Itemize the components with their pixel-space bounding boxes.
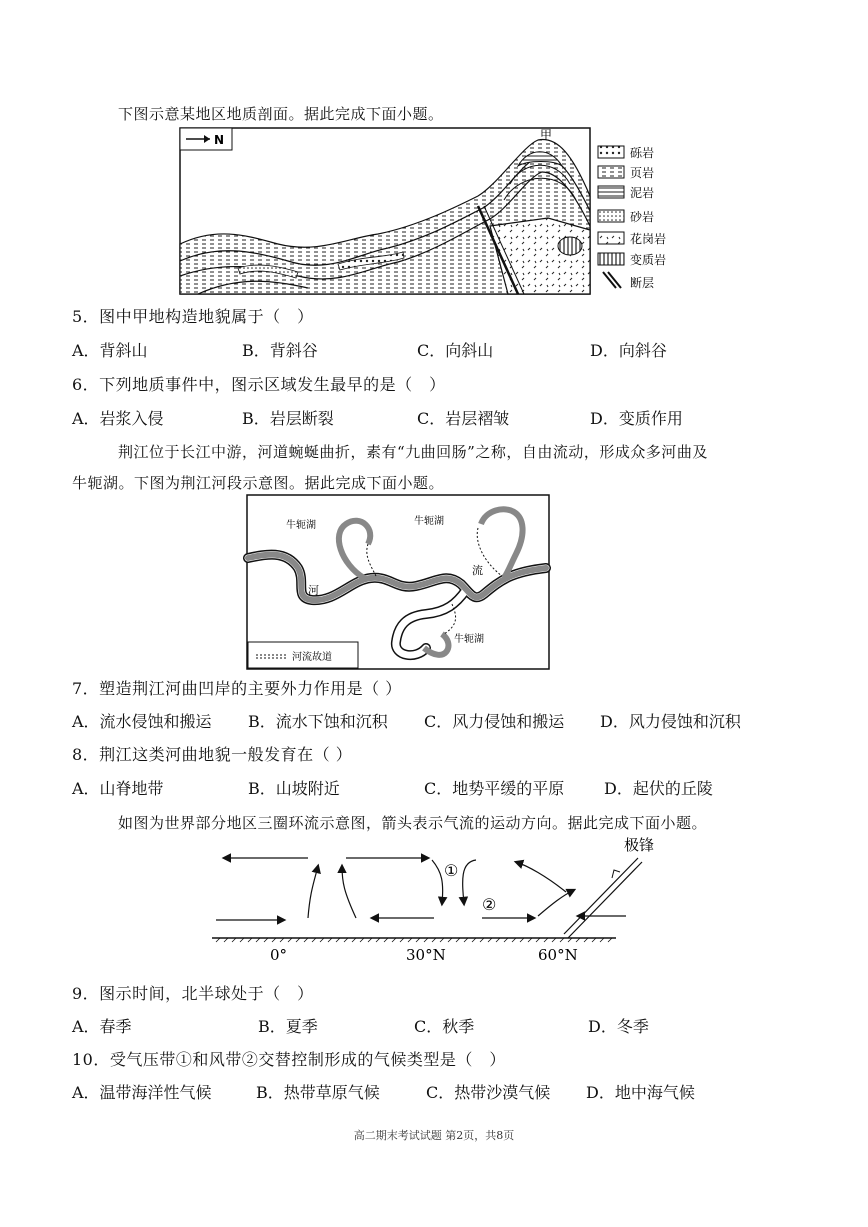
lat-0-label: 0° xyxy=(270,946,288,964)
q7-option-b[interactable]: B．流水下蚀和沉积 xyxy=(248,712,388,731)
section1-intro: 下图示意某地区地质剖面。据此完成下面小题。 xyxy=(118,105,444,123)
question-7-options xyxy=(72,709,792,733)
legend-gravel: 砾岩 xyxy=(630,146,655,160)
q10-option-b[interactable]: B．热带草原气候 xyxy=(256,1083,380,1102)
question-5-stem: 5．图中甲地构造地貌属于（ ） xyxy=(72,307,314,326)
question-8-options xyxy=(72,776,792,800)
oxbow-lake-label-1: 牛轭湖 xyxy=(286,520,316,531)
river-meander-figure xyxy=(246,494,550,670)
river-label-he: 河 xyxy=(308,584,319,597)
section2-intro-line1: 荆江位于长江中游，河道蜿蜒曲折，素有“九曲回肠”之称，自由流动，形成众多河曲及 xyxy=(118,443,708,461)
oxbow-lake-label-2: 牛轭湖 xyxy=(414,516,444,527)
q10-option-a[interactable]: A．温带海洋性气候 xyxy=(72,1083,212,1102)
question-6-stem: 6．下列地质事件中，图示区域发生最早的是（ ） xyxy=(72,375,446,394)
mark-1: ① xyxy=(444,861,459,880)
q5-option-a[interactable]: A．背斜山 xyxy=(72,341,148,360)
q7-option-d[interactable]: D．风力侵蚀和沉积 xyxy=(600,712,741,731)
legend-metamorphic: 变质岩 xyxy=(630,253,667,267)
question-9-stem: 9．图示时间，北半球处于（ ） xyxy=(72,984,314,1003)
oxbow-lake-label-3: 牛轭湖 xyxy=(454,634,484,645)
q8-option-c[interactable]: C．地势平缓的平原 xyxy=(424,779,565,798)
q8-option-b[interactable]: B．山坡附近 xyxy=(248,779,340,798)
question-8-stem: 8．荆江这类河曲地貌一般发育在（ ） xyxy=(72,745,353,764)
q5-option-d[interactable]: D．向斜谷 xyxy=(590,341,667,360)
lat-60-label: 60°N xyxy=(538,946,578,964)
page-footer: 高二期末考试试题 第2页，共8页 xyxy=(353,1129,515,1142)
q9-option-b[interactable]: B．夏季 xyxy=(258,1017,318,1036)
question-9-options xyxy=(72,1014,792,1038)
q8-option-a[interactable]: A．山脊地带 xyxy=(72,779,164,798)
legend-old-channel: 河流故道 xyxy=(292,652,332,663)
q6-option-d[interactable]: D．变质作用 xyxy=(590,409,683,428)
question-10-stem: 10．受气压带①和风带②交替控制形成的气候类型是（ ） xyxy=(72,1050,506,1069)
legend-shale: 页岩 xyxy=(630,166,655,180)
q5-option-c[interactable]: C．向斜山 xyxy=(417,341,494,360)
q6-option-c[interactable]: C．岩层褶皱 xyxy=(417,409,510,428)
question-7-stem: 7．塑造荆江河曲凹岸的主要外力作用是（ ） xyxy=(72,679,402,698)
lat-30-label: 30°N xyxy=(406,946,446,964)
legend-fault: 断层 xyxy=(630,276,655,290)
section3-intro: 如图为世界部分地区三圈环流示意图，箭头表示气流的运动方向。据此完成下面小题。 xyxy=(118,814,708,832)
geologic-section-figure xyxy=(178,126,698,296)
atmospheric-circulation-figure xyxy=(206,832,655,972)
q10-option-d[interactable]: D．地中海气候 xyxy=(586,1083,695,1102)
section2-intro-line2: 牛轭湖。下图为荆江河段示意图。据此完成下面小题。 xyxy=(72,474,445,492)
q6-option-a[interactable]: A．岩浆入侵 xyxy=(72,409,164,428)
q6-option-b[interactable]: B．岩层断裂 xyxy=(242,409,334,428)
legend-sandstone: 砂岩 xyxy=(630,210,655,224)
question-6-options xyxy=(72,406,792,430)
question-5-options xyxy=(72,338,792,362)
river-label-liu: 流 xyxy=(472,564,483,577)
q9-option-a[interactable]: A．春季 xyxy=(72,1017,132,1036)
q7-option-c[interactable]: C．风力侵蚀和搬运 xyxy=(424,712,565,731)
north-label: N xyxy=(214,133,225,147)
q5-option-b[interactable]: B．背斜谷 xyxy=(242,341,318,360)
legend-granite: 花岗岩 xyxy=(630,232,667,246)
jia-label: 甲 xyxy=(540,128,553,142)
polar-front-label: 极锋 xyxy=(624,836,655,854)
mark-2: ② xyxy=(482,895,497,914)
q7-option-a[interactable]: A．流水侵蚀和搬运 xyxy=(72,712,212,731)
q10-option-c[interactable]: C．热带沙漠气候 xyxy=(426,1083,551,1102)
geology-legend xyxy=(598,145,666,290)
legend-mudstone: 泥岩 xyxy=(630,186,655,200)
q9-option-c[interactable]: C．秋季 xyxy=(414,1017,475,1036)
question-10-options xyxy=(72,1080,792,1104)
q8-option-d[interactable]: D．起伏的丘陵 xyxy=(604,779,713,798)
q9-option-d[interactable]: D．冬季 xyxy=(588,1017,649,1036)
